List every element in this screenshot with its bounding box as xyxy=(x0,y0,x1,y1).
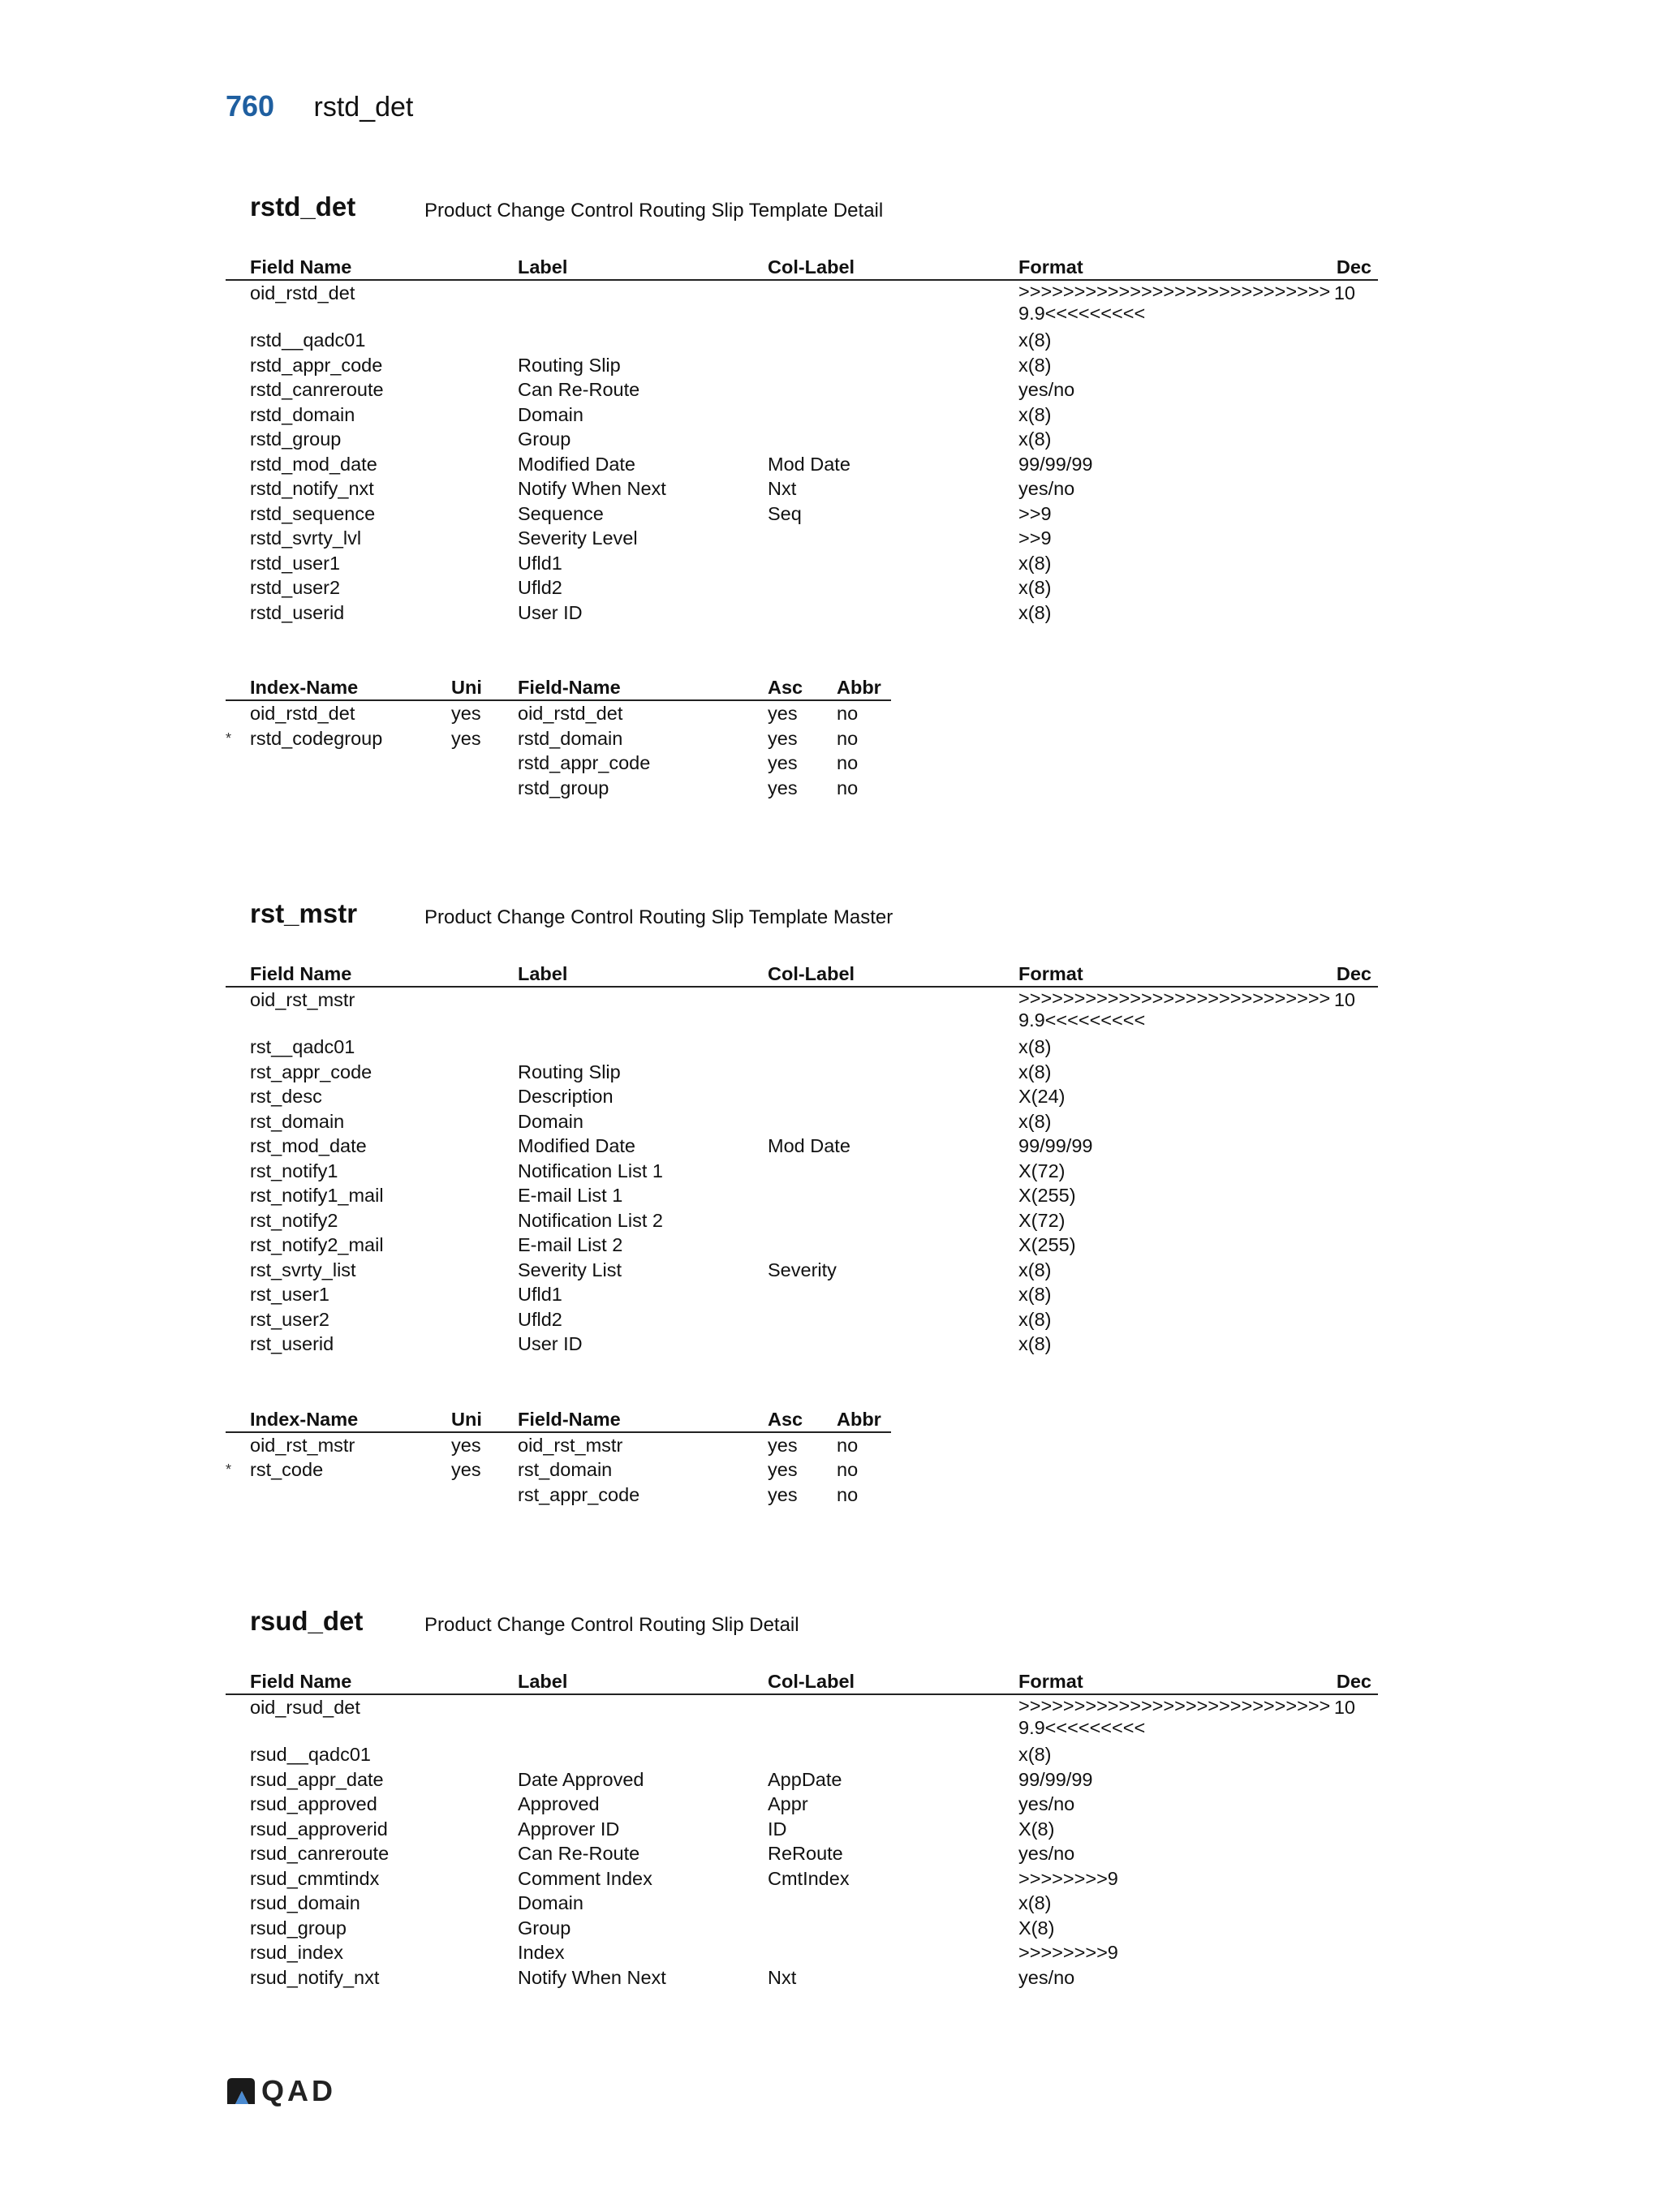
field-col-label: ID xyxy=(768,1818,787,1840)
field-format: X(72) xyxy=(1018,1160,1066,1181)
index-name: oid_rst_mstr xyxy=(250,1434,355,1456)
table-name: rsud_det xyxy=(250,1606,364,1636)
field-col-label: ReRoute xyxy=(768,1843,843,1864)
field-format: >>>>>>>>>>>>>>>>>>>>>>>>>>>>9.9<<<<<<<<< xyxy=(1018,1695,1331,1738)
field-name: rsud_index xyxy=(250,1942,343,1963)
field-name: rst_user1 xyxy=(250,1284,329,1305)
column-header: Index-Name xyxy=(250,1408,359,1430)
index-table-header xyxy=(226,675,891,701)
field-format: x(8) xyxy=(1018,403,1052,425)
field-format: 99/99/99 xyxy=(1018,1768,1093,1790)
field-col-label: AppDate xyxy=(768,1768,842,1790)
table-row xyxy=(226,1767,1378,1792)
table-row xyxy=(226,1965,1378,1990)
field-label: Domain xyxy=(518,1110,583,1132)
field-col-label: Seq xyxy=(768,502,802,524)
column-header: Abbr xyxy=(837,1408,881,1430)
table-row xyxy=(226,1817,1378,1842)
field-col-label: CmtIndex xyxy=(768,1867,850,1889)
field-format: x(8) xyxy=(1018,577,1052,598)
table-section-rstd-det xyxy=(226,188,1378,800)
field-col-label: Mod Date xyxy=(768,453,850,475)
column-header: Abbr xyxy=(837,677,881,698)
table-row xyxy=(226,1307,1378,1332)
field-label: Ufld1 xyxy=(518,552,562,574)
index-abbr: no xyxy=(837,703,859,724)
column-header: Format xyxy=(1018,256,1083,278)
table-name: rstd_det xyxy=(250,192,356,222)
table-row xyxy=(226,1060,1378,1085)
table-row xyxy=(226,1109,1378,1134)
table-row xyxy=(226,1483,891,1508)
field-name: oid_rsud_det xyxy=(250,1697,360,1718)
field-label: Notification List 1 xyxy=(518,1160,663,1181)
table-row xyxy=(226,353,1378,378)
field-label: E-mail List 1 xyxy=(518,1185,623,1206)
column-header: Col-Label xyxy=(768,256,855,278)
field-format: x(8) xyxy=(1018,354,1052,376)
field-name: rst_notify2 xyxy=(250,1209,338,1231)
table-row xyxy=(226,281,1378,328)
index-table xyxy=(226,1407,891,1508)
qad-logo-text: QAD xyxy=(261,2074,336,2107)
field-name: rstd_sequence xyxy=(250,502,376,524)
field-label: Modified Date xyxy=(518,453,635,475)
table-row xyxy=(226,1332,1378,1357)
field-label: User ID xyxy=(518,1333,583,1354)
field-format: x(8) xyxy=(1018,1333,1052,1354)
index-abbr: no xyxy=(837,1459,859,1480)
field-name: rst_notify1 xyxy=(250,1160,338,1181)
column-header: Field Name xyxy=(250,256,352,278)
column-header: Col-Label xyxy=(768,1671,855,1692)
primary-marker: * xyxy=(226,729,232,747)
field-format: X(255) xyxy=(1018,1185,1076,1206)
section-heading xyxy=(226,1603,1378,1648)
qad-logo xyxy=(226,2073,336,2109)
field-name: oid_rstd_det xyxy=(250,282,355,303)
page-number: 760 xyxy=(226,89,275,123)
table-description: Product Change Control Routing Slip Detail xyxy=(424,1614,799,1636)
table-section-rsud-det xyxy=(226,1603,1378,1990)
field-name: rsud_domain xyxy=(250,1892,360,1913)
column-header: Uni xyxy=(451,677,482,698)
field-label: Ufld2 xyxy=(518,1308,562,1330)
field-name: rst_userid xyxy=(250,1333,334,1354)
table-row xyxy=(226,600,1378,626)
index-table xyxy=(226,675,891,800)
index-asc: yes xyxy=(768,1459,798,1480)
field-format: x(8) xyxy=(1018,1110,1052,1132)
table-row xyxy=(226,1742,1378,1767)
field-name: rst_mod_date xyxy=(250,1135,367,1156)
table-section-rst-mstr xyxy=(226,895,1378,1507)
field-name: rst_notify2_mail xyxy=(250,1234,384,1255)
index-abbr: no xyxy=(837,777,859,798)
column-header: Asc xyxy=(768,1408,803,1430)
index-field-name: oid_rstd_det xyxy=(518,703,623,724)
table-row xyxy=(226,551,1378,576)
field-table-header xyxy=(226,962,1378,988)
field-format: x(8) xyxy=(1018,1892,1052,1913)
index-name: rst_code xyxy=(250,1459,324,1480)
field-name: rstd_group xyxy=(250,428,342,450)
field-format: X(8) xyxy=(1018,1917,1055,1939)
index-asc: yes xyxy=(768,727,798,749)
field-label: Routing Slip xyxy=(518,354,621,376)
table-row xyxy=(226,328,1378,353)
field-table xyxy=(226,962,1378,1357)
field-label: Notification List 2 xyxy=(518,1209,663,1231)
table-row xyxy=(226,476,1378,501)
table-row xyxy=(226,1282,1378,1307)
field-label: Group xyxy=(518,1917,571,1939)
index-asc: yes xyxy=(768,1483,798,1505)
table-row xyxy=(226,1792,1378,1817)
index-abbr: no xyxy=(837,1483,859,1505)
field-format: >>9 xyxy=(1018,502,1052,524)
field-format: >>>>>>>>>>>>>>>>>>>>>>>>>>>>9.9<<<<<<<<< xyxy=(1018,988,1331,1031)
field-format: x(8) xyxy=(1018,552,1052,574)
field-table-header xyxy=(226,1669,1378,1695)
field-col-label: Mod Date xyxy=(768,1135,850,1156)
field-table-header xyxy=(226,255,1378,281)
field-format: x(8) xyxy=(1018,1744,1052,1765)
field-format: >>9 xyxy=(1018,527,1052,549)
field-label: Can Re-Route xyxy=(518,1843,640,1864)
index-abbr: no xyxy=(837,727,859,749)
field-format: x(8) xyxy=(1018,1284,1052,1305)
section-heading xyxy=(226,895,1378,940)
field-label: User ID xyxy=(518,601,583,623)
field-label: Notify When Next xyxy=(518,1966,666,1988)
table-row xyxy=(226,988,1378,1035)
field-label: E-mail List 2 xyxy=(518,1234,623,1255)
field-label: Routing Slip xyxy=(518,1061,621,1082)
table-row xyxy=(226,1866,1378,1891)
column-header: Format xyxy=(1018,963,1083,984)
index-field-name: oid_rst_mstr xyxy=(518,1434,623,1456)
column-header: Uni xyxy=(451,1408,482,1430)
field-label: Description xyxy=(518,1086,614,1107)
table-description: Product Change Control Routing Slip Template Master xyxy=(424,906,893,928)
field-label: Domain xyxy=(518,1892,583,1913)
field-name: rstd_user1 xyxy=(250,552,341,574)
index-table-header xyxy=(226,1407,891,1433)
field-name: rsud_appr_date xyxy=(250,1768,384,1790)
field-label: Approver ID xyxy=(518,1818,620,1840)
field-name: rstd_svrty_lvl xyxy=(250,527,362,549)
field-name: rsud_group xyxy=(250,1917,347,1939)
index-name: oid_rstd_det xyxy=(250,703,355,724)
field-table xyxy=(226,255,1378,625)
table-row xyxy=(226,1035,1378,1060)
field-label: Index xyxy=(518,1942,565,1963)
field-col-label: Nxt xyxy=(768,478,797,499)
field-label: Group xyxy=(518,428,571,450)
field-name: rst_desc xyxy=(250,1086,322,1107)
field-name: rstd_appr_code xyxy=(250,354,383,376)
table-row xyxy=(226,575,1378,600)
table-description: Product Change Control Routing Slip Template Detail xyxy=(424,200,884,222)
field-col-label: Appr xyxy=(768,1793,808,1814)
field-name: rstd_notify_nxt xyxy=(250,478,374,499)
index-unique: yes xyxy=(451,1434,481,1456)
table-row xyxy=(226,1891,1378,1916)
section-heading xyxy=(226,188,1378,234)
field-name: rst_notify1_mail xyxy=(250,1185,384,1206)
field-col-label: Severity xyxy=(768,1259,837,1280)
field-label: Ufld1 xyxy=(518,1284,562,1305)
table-row xyxy=(226,1940,1378,1965)
field-dec: 10 xyxy=(1333,1697,1355,1718)
field-format: 99/99/99 xyxy=(1018,453,1093,475)
field-format: 99/99/99 xyxy=(1018,1135,1093,1156)
index-asc: yes xyxy=(768,777,798,798)
index-asc: yes xyxy=(768,752,798,773)
field-format: X(24) xyxy=(1018,1086,1066,1107)
field-label: Ufld2 xyxy=(518,577,562,598)
field-format: x(8) xyxy=(1018,1259,1052,1280)
column-header: Field-Name xyxy=(518,677,621,698)
index-name: rstd_codegroup xyxy=(250,727,383,749)
field-label: Modified Date xyxy=(518,1135,635,1156)
column-header: Field Name xyxy=(250,963,352,984)
field-name: rstd_userid xyxy=(250,601,345,623)
table-row xyxy=(226,1159,1378,1184)
column-header: Format xyxy=(1018,1671,1083,1692)
field-format: X(8) xyxy=(1018,1818,1055,1840)
table-row xyxy=(226,751,891,776)
table-row xyxy=(226,452,1378,477)
field-format: yes/no xyxy=(1018,1793,1075,1814)
field-label: Sequence xyxy=(518,502,604,524)
page-header xyxy=(226,89,413,130)
field-format: x(8) xyxy=(1018,601,1052,623)
field-format: X(255) xyxy=(1018,1234,1076,1255)
index-field-name: rst_domain xyxy=(518,1459,613,1480)
column-header: Index-Name xyxy=(250,677,359,698)
field-name: rsud_notify_nxt xyxy=(250,1966,380,1988)
field-name: rstd__qadc01 xyxy=(250,329,366,351)
table-row xyxy=(226,402,1378,428)
table-row xyxy=(226,1183,1378,1208)
field-format: >>>>>>>>9 xyxy=(1018,1942,1118,1963)
table-row xyxy=(226,427,1378,452)
field-col-label: Nxt xyxy=(768,1966,797,1988)
column-header: Dec xyxy=(1336,256,1371,278)
field-dec: 10 xyxy=(1333,989,1355,1010)
field-name: rsud_approved xyxy=(250,1793,377,1814)
column-header: Dec xyxy=(1336,963,1371,984)
index-asc: yes xyxy=(768,703,798,724)
table-row xyxy=(226,726,891,751)
field-name: rst_user2 xyxy=(250,1308,329,1330)
column-header: Label xyxy=(518,963,568,984)
table-row xyxy=(226,1841,1378,1866)
field-format: x(8) xyxy=(1018,329,1052,351)
field-format: yes/no xyxy=(1018,379,1075,400)
field-label: Date Approved xyxy=(518,1768,644,1790)
field-name: rsud_approverid xyxy=(250,1818,388,1840)
field-format: x(8) xyxy=(1018,1308,1052,1330)
qad-logo-icon xyxy=(226,2076,256,2106)
column-header: Field-Name xyxy=(518,1408,621,1430)
field-name: rstd_mod_date xyxy=(250,453,377,475)
table-row xyxy=(226,377,1378,402)
index-field-name: rstd_appr_code xyxy=(518,752,651,773)
field-name: rstd_canreroute xyxy=(250,379,384,400)
field-format: X(72) xyxy=(1018,1209,1066,1231)
field-format: yes/no xyxy=(1018,1843,1075,1864)
index-abbr: no xyxy=(837,1434,859,1456)
field-name: rsud__qadc01 xyxy=(250,1744,371,1765)
table-row xyxy=(226,1695,1378,1742)
primary-marker: * xyxy=(226,1461,232,1478)
field-name: oid_rst_mstr xyxy=(250,989,355,1010)
field-format: yes/no xyxy=(1018,478,1075,499)
field-format: >>>>>>>>9 xyxy=(1018,1867,1118,1889)
table-row xyxy=(226,1084,1378,1109)
column-header: Field Name xyxy=(250,1671,352,1692)
field-name: rst_svrty_list xyxy=(250,1259,356,1280)
field-name: rsud_canreroute xyxy=(250,1843,390,1864)
field-name: rst_domain xyxy=(250,1110,345,1132)
field-format: x(8) xyxy=(1018,1061,1052,1082)
field-label: Notify When Next xyxy=(518,478,666,499)
column-header: Label xyxy=(518,256,568,278)
column-header: Col-Label xyxy=(768,963,855,984)
field-label: Severity List xyxy=(518,1259,622,1280)
field-label: Severity Level xyxy=(518,527,638,549)
table-row xyxy=(226,776,891,801)
table-row xyxy=(226,1233,1378,1258)
column-header: Dec xyxy=(1336,1671,1371,1692)
table-row xyxy=(226,701,891,726)
index-abbr: no xyxy=(837,752,859,773)
field-label: Can Re-Route xyxy=(518,379,640,400)
field-name: rst_appr_code xyxy=(250,1061,372,1082)
table-row xyxy=(226,1916,1378,1941)
field-dec: 10 xyxy=(1333,282,1355,303)
field-label: Comment Index xyxy=(518,1867,652,1889)
table-row xyxy=(226,526,1378,551)
field-name: rsud_cmmtindx xyxy=(250,1867,380,1889)
index-unique: yes xyxy=(451,703,481,724)
column-header: Label xyxy=(518,1671,568,1692)
field-format: x(8) xyxy=(1018,428,1052,450)
field-format: yes/no xyxy=(1018,1966,1075,1988)
field-label: Approved xyxy=(518,1793,600,1814)
field-table xyxy=(226,1669,1378,1990)
table-row xyxy=(226,501,1378,527)
field-name: rstd_domain xyxy=(250,403,355,425)
index-field-name: rst_appr_code xyxy=(518,1483,640,1505)
table-row xyxy=(226,1134,1378,1159)
table-row xyxy=(226,1433,891,1458)
field-format: x(8) xyxy=(1018,1036,1052,1057)
table-name: rst_mstr xyxy=(250,898,358,928)
field-format: >>>>>>>>>>>>>>>>>>>>>>>>>>>>9.9<<<<<<<<< xyxy=(1018,281,1331,324)
index-unique: yes xyxy=(451,1459,481,1480)
field-name: rstd_user2 xyxy=(250,577,341,598)
index-unique: yes xyxy=(451,727,481,749)
page-title: rstd_det xyxy=(313,92,414,123)
index-field-name: rstd_group xyxy=(518,777,609,798)
index-asc: yes xyxy=(768,1434,798,1456)
table-row xyxy=(226,1457,891,1483)
table-row xyxy=(226,1258,1378,1283)
column-header: Asc xyxy=(768,677,803,698)
field-name: rst__qadc01 xyxy=(250,1036,355,1057)
index-field-name: rstd_domain xyxy=(518,727,623,749)
table-row xyxy=(226,1208,1378,1233)
field-label: Domain xyxy=(518,403,583,425)
